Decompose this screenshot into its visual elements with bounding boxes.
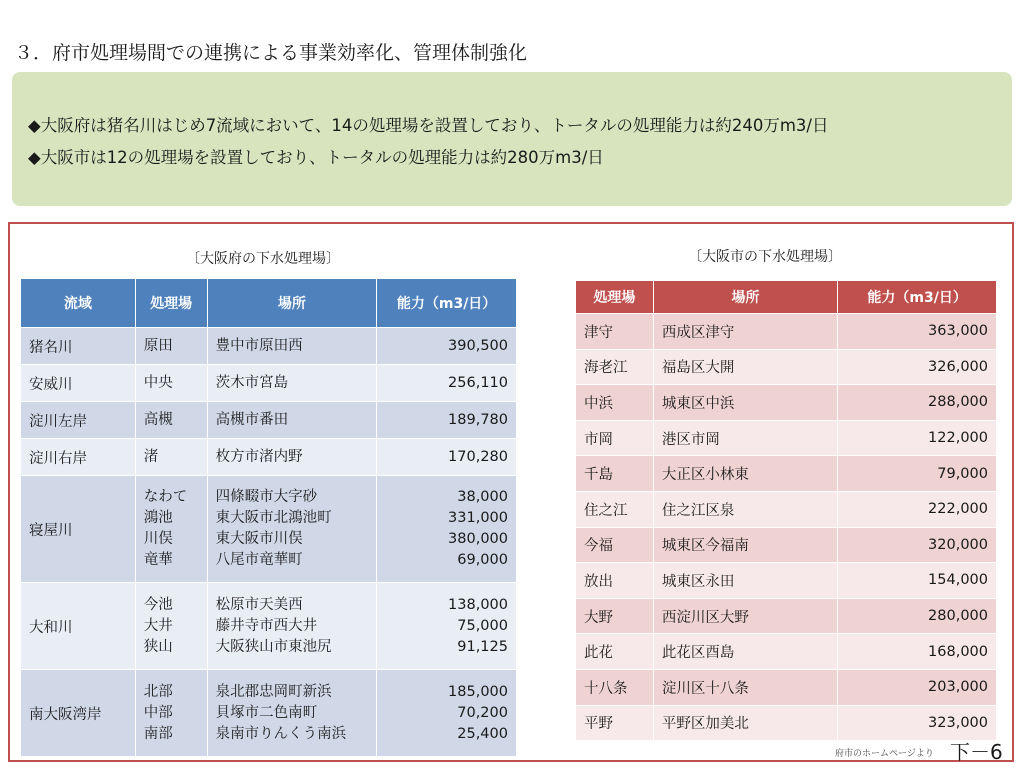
location-cell: 大正区小林東 xyxy=(653,456,837,492)
capacity-cell: 170,280 xyxy=(377,439,517,476)
basin-cell: 大和川 xyxy=(21,583,136,670)
page-title: ３．府市処理場間での連携による事業効率化、管理体制強化 xyxy=(14,42,528,64)
capacity-cell: 185,000 70,200 25,400 xyxy=(377,670,517,757)
location-cell: 住之江区泉 xyxy=(653,491,837,527)
plant-cell: 中央 xyxy=(135,365,207,402)
location-cell: 豊中市原田西 xyxy=(207,328,377,365)
header-plant: 処理場 xyxy=(576,281,654,314)
table-row xyxy=(576,669,997,705)
location-cell: 松原市天美西 藤井寺市西大井 大阪狭山市東池尻 xyxy=(207,583,377,670)
location-cell: 茨木市宮島 xyxy=(207,365,377,402)
plant-cell: 津守 xyxy=(576,314,654,350)
basin-cell: 安威川 xyxy=(21,365,136,402)
capacity-cell: 122,000 xyxy=(838,420,997,456)
basin-cell: 猪名川 xyxy=(21,328,136,365)
table-row xyxy=(576,420,997,456)
location-cell: 城東区中浜 xyxy=(653,385,837,421)
plant-cell: 今池 大井 狭山 xyxy=(135,583,207,670)
location-cell: 福島区大開 xyxy=(653,349,837,385)
capacity-cell: 390,500 xyxy=(377,328,517,365)
basin-cell: 淀川右岸 xyxy=(21,439,136,476)
city-table-caption: 〔大阪市の下水処理場〕 xyxy=(688,249,842,265)
header-capacity: 能力（m3/日） xyxy=(377,279,517,328)
capacity-cell: 203,000 xyxy=(838,669,997,705)
table-row xyxy=(21,365,517,402)
summary-box xyxy=(12,72,1012,206)
capacity-cell: 326,000 xyxy=(838,349,997,385)
table-row xyxy=(21,670,517,757)
capacity-cell: 222,000 xyxy=(838,491,997,527)
capacity-cell: 256,110 xyxy=(377,365,517,402)
basin-cell: 南大阪湾岸 xyxy=(21,670,136,757)
table-row xyxy=(576,705,997,741)
header-location: 場所 xyxy=(653,281,837,314)
location-cell: 淀川区十八条 xyxy=(653,669,837,705)
table-row xyxy=(576,598,997,634)
table-row xyxy=(576,563,997,599)
plant-cell: 此花 xyxy=(576,634,654,670)
table-row xyxy=(21,439,517,476)
location-cell: 平野区加美北 xyxy=(653,705,837,741)
location-cell: 西成区津守 xyxy=(653,314,837,350)
header-basin: 流域 xyxy=(21,279,136,328)
plant-cell: 今福 xyxy=(576,527,654,563)
capacity-cell: 38,000 331,000 380,000 69,000 xyxy=(377,476,517,583)
capacity-cell: 79,000 xyxy=(838,456,997,492)
city-plants-table xyxy=(575,280,997,741)
plant-cell: 海老江 xyxy=(576,349,654,385)
table-row xyxy=(21,583,517,670)
page-number: 下－6 xyxy=(950,740,1003,764)
capacity-cell: 168,000 xyxy=(838,634,997,670)
plant-cell: 千島 xyxy=(576,456,654,492)
table-row xyxy=(576,527,997,563)
capacity-cell: 288,000 xyxy=(838,385,997,421)
summary-line-1: ◆大阪府は猪名川はじめ7流域において、14の処理場を設置しており、トータルの処理能力は約240万m3/日 xyxy=(28,116,829,135)
basin-cell: 淀川左岸 xyxy=(21,402,136,439)
plant-cell: 高槻 xyxy=(135,402,207,439)
plant-cell: 渚 xyxy=(135,439,207,476)
header-capacity: 能力（m3/日） xyxy=(838,281,997,314)
pref-plants-table xyxy=(20,278,517,757)
location-cell: 城東区今福南 xyxy=(653,527,837,563)
plant-cell: 住之江 xyxy=(576,491,654,527)
location-cell: 高槻市番田 xyxy=(207,402,377,439)
plant-cell: なわて 鴻池 川俣 竜華 xyxy=(135,476,207,583)
header-location: 場所 xyxy=(207,279,377,328)
capacity-cell: 363,000 xyxy=(838,314,997,350)
plant-cell: 大野 xyxy=(576,598,654,634)
tables-panel xyxy=(8,222,1014,762)
location-cell: 四條畷市大字砂 東大阪市北鴻池町 東大阪市川俣 八尾市竜華町 xyxy=(207,476,377,583)
location-cell: 港区市岡 xyxy=(653,420,837,456)
capacity-cell: 138,000 75,000 91,125 xyxy=(377,583,517,670)
table-row xyxy=(576,491,997,527)
capacity-cell: 154,000 xyxy=(838,563,997,599)
basin-cell: 寝屋川 xyxy=(21,476,136,583)
location-cell: 此花区酉島 xyxy=(653,634,837,670)
capacity-cell: 189,780 xyxy=(377,402,517,439)
table-row xyxy=(576,456,997,492)
table-row xyxy=(21,402,517,439)
table-row xyxy=(576,385,997,421)
plant-cell: 十八条 xyxy=(576,669,654,705)
table-row xyxy=(576,634,997,670)
header-plant: 処理場 xyxy=(135,279,207,328)
table-header-row xyxy=(21,279,517,328)
summary-line-2: ◆大阪市は12の処理場を設置しており、トータルの処理能力は約280万m3/日 xyxy=(28,148,604,167)
plant-cell: 市岡 xyxy=(576,420,654,456)
location-cell: 枚方市渚内野 xyxy=(207,439,377,476)
capacity-cell: 280,000 xyxy=(838,598,997,634)
table-header-row xyxy=(576,281,997,314)
table-row xyxy=(576,349,997,385)
location-cell: 城東区永田 xyxy=(653,563,837,599)
plant-cell: 平野 xyxy=(576,705,654,741)
source-note: 府市のホームページより xyxy=(835,749,934,759)
plant-cell: 放出 xyxy=(576,563,654,599)
location-cell: 西淀川区大野 xyxy=(653,598,837,634)
plant-cell: 原田 xyxy=(135,328,207,365)
location-cell: 泉北郡忠岡町新浜 貝塚市二色南町 泉南市りんくう南浜 xyxy=(207,670,377,757)
plant-cell: 北部 中部 南部 xyxy=(135,670,207,757)
plant-cell: 中浜 xyxy=(576,385,654,421)
pref-table-caption: 〔大阪府の下水処理場〕 xyxy=(186,251,340,267)
table-row xyxy=(21,476,517,583)
table-row xyxy=(576,314,997,350)
capacity-cell: 323,000 xyxy=(838,705,997,741)
capacity-cell: 320,000 xyxy=(838,527,997,563)
table-row xyxy=(21,328,517,365)
